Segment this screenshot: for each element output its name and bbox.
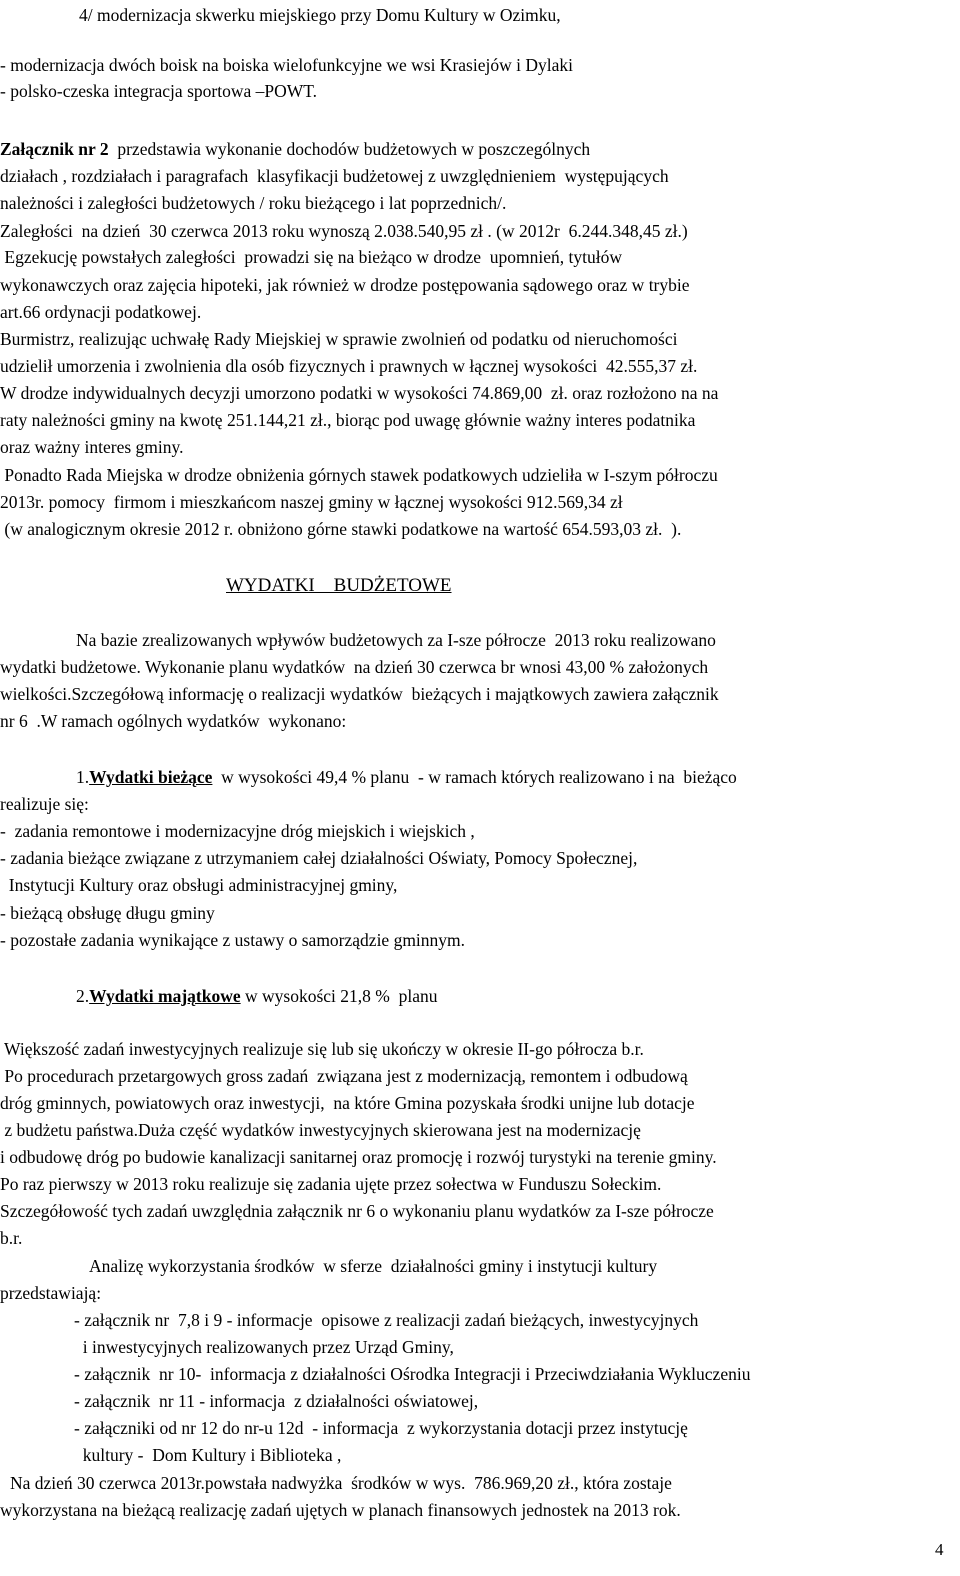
paragraph-line: b.r. — [0, 1228, 23, 1248]
paragraph-line: art.66 ordynacji podatkowej. — [0, 302, 202, 322]
paragraph-line: Szczegółowość tych zadań uwzględnia załącznik nr 6 o wykonaniu planu wydatków za I-sze półrocze — [0, 1201, 714, 1221]
list-item: - modernizacja dwóch boisk na boiska wielofunkcyjne we wsi Krasiejów i Dylaki — [0, 55, 573, 75]
list-item: Instytucji Kultury oraz obsługi administracyjnej gminy, — [0, 875, 398, 895]
paragraph-line: należności i zaległości budżetowych / roku bieżącego i lat poprzednich/. — [0, 193, 507, 213]
paragraph-line: udzielił umorzenia i zwolnienia dla osób fizycznych i prawnych w łącznej wysokości 42.555,37 zł. — [0, 356, 698, 376]
section-heading: WYDATKI BUDŻETOWE — [226, 575, 452, 596]
page-number: 4 — [935, 1540, 944, 1559]
paragraph-line: Burmistrz, realizując uchwałę Rady Miejskiej w sprawie zwolnień od podatku od nieruchomości — [0, 329, 678, 349]
list-item: - polsko-czeska integracja sportowa –POWT. — [0, 81, 317, 101]
paragraph-line: Egzekucję powstałych zaległości prowadzi się na bieżąco w drodze upomnień, tytułów — [0, 247, 623, 267]
paragraph-line: wykonawczych oraz zajęcia hipoteki, jak również w drodze postępowania sądowego oraz w trybie — [0, 275, 690, 295]
list-item: - załączniki od nr 12 do nr-u 12d - informacja z wykorzystania dotacji przez instytucję — [74, 1418, 688, 1438]
list-item: - załącznik nr 11 - informacja z działalności oświatowej, — [74, 1391, 479, 1411]
paragraph-line: dróg gminnych, powiatowych oraz inwestycji, na które Gmina pozyskała środki unijne lub dotacje — [0, 1093, 695, 1113]
list-item: - zadania remontowe i modernizacyjne dróg miejskich i wiejskich , — [0, 821, 475, 841]
paragraph-line: raty należności gminy na kwotę 251.144,21 zł., biorąc pod uwagę głównie ważny interes podatnika — [0, 410, 696, 430]
paragraph-line: działach , rozdziałach i paragrafach klasyfikacji budżetowej z uwzględnieniem występujących — [0, 166, 669, 186]
paragraph-line: wydatki budżetowe. Wykonanie planu wydatków na dzień 30 czerwca br wnosi 43,00 % założonych — [0, 657, 709, 677]
paragraph-line: Ponadto Rada Miejska w drodze obniżenia górnych stawek podatkowych udzieliła w I-szym półroczu — [0, 465, 718, 485]
list-item: - zadania bieżące związane z utrzymaniem całej działalności Oświaty, Pomocy Społecznej, — [0, 848, 638, 868]
paragraph-line: Na dzień 30 czerwca 2013r.powstała nadwyżka środków w wys. 786.969,20 zł., która zostaje — [10, 1473, 672, 1493]
paragraph-line: realizuje się: — [0, 794, 89, 814]
list-item: i inwestycyjnych realizowanych przez Urząd Gminy, — [74, 1337, 454, 1357]
paragraph-line: Po procedurach przetargowych gross zadań związana jest z modernizacją, remontem i odbudową — [0, 1066, 688, 1086]
paragraph-line: (w analogicznym okresie 2012 r. obniżono górne stawki podatkowe na wartość 654.593,03 zł. ). — [0, 519, 682, 539]
bold-label: Wydatki majątkowe — [89, 986, 241, 1006]
bold-label: Załącznik nr 2 — [0, 139, 109, 159]
paragraph-line: z budżetu państwa.Duża część wydatków inwestycyjnych skierowana jest na modernizację — [0, 1120, 641, 1140]
list-item: - załącznik nr 7,8 i 9 - informacje opisowe z realizacji zadań bieżących, inwestycyjnych — [74, 1310, 699, 1330]
paragraph-line: wielkości.Szczegółową informację o realizacji wydatków bieżących i majątkowych zawiera załącznik — [0, 684, 719, 704]
paragraph-line: i odbudowę dróg po budowie kanalizacji sanitarnej oraz promocję i rozwój turystyki na terenie gminy. — [0, 1147, 717, 1167]
paragraph-line: nr 6 .W ramach ogólnych wydatków wykonano: — [0, 711, 347, 731]
paragraph-line: W drodze indywidualnych decyzji umorzono podatki w wysokości 74.869,00 zł. oraz rozłożono na na — [0, 383, 719, 403]
item-number: 1. — [76, 767, 90, 787]
text-fragment: przedstawia wykonanie dochodów budżetowych w poszczególnych — [108, 139, 591, 159]
text-fragment: w wysokości 49,4 % planu - w ramach których realizowano i na bieżąco — [212, 767, 737, 787]
paragraph-line: Zaległości na dzień 30 czerwca 2013 roku wynoszą 2.038.540,95 zł . (w 2012r 6.244.348,45 zł.) — [0, 221, 688, 241]
paragraph-line: przedstawiają: — [0, 1283, 102, 1303]
list-item: - załącznik nr 10- informacja z działalności Ośrodka Integracji i Przeciwdziałania Wykluczeniu — [74, 1364, 751, 1384]
paragraph-line: Większość zadań inwestycyjnych realizuje się lub się ukończy w okresie II-go półrocza b.r. — [0, 1039, 644, 1059]
list-item: kultury - Dom Kultury i Biblioteka , — [74, 1445, 342, 1465]
numbered-item — [76, 766, 737, 788]
paragraph-line: Na bazie zrealizowanych wpływów budżetowych za I-sze półrocze 2013 roku realizowano — [76, 630, 716, 650]
paragraph-line: Analizę wykorzystania środków w sferze działalności gminy i instytucji kultury — [89, 1256, 658, 1276]
item-number: 2. — [76, 986, 90, 1006]
text-fragment: w wysokości 21,8 % planu — [240, 986, 438, 1006]
paragraph-line — [0, 138, 590, 160]
bold-label: Wydatki bieżące — [89, 767, 213, 787]
numbered-item — [76, 985, 438, 1007]
list-item: - bieżącą obsługę długu gminy — [0, 903, 215, 923]
paragraph-line: oraz ważny interes gminy. — [0, 437, 184, 457]
paragraph-line: 2013r. pomocy firmom i mieszkańcom naszej gminy w łącznej wysokości 912.569,34 zł — [0, 492, 623, 512]
list-item: 4/ modernizacja skwerku miejskiego przy Domu Kultury w Ozimku, — [79, 5, 561, 25]
paragraph-line: Po raz pierwszy w 2013 roku realizuje się zadania ujęte przez sołectwa w Funduszu Sołeckim. — [0, 1174, 662, 1194]
list-item: - pozostałe zadania wynikające z ustawy o samorządzie gminnym. — [0, 930, 466, 950]
paragraph-line: wykorzystana na bieżącą realizację zadań ujętych w planach finansowych jednostek na 2013 rok. — [0, 1500, 681, 1520]
